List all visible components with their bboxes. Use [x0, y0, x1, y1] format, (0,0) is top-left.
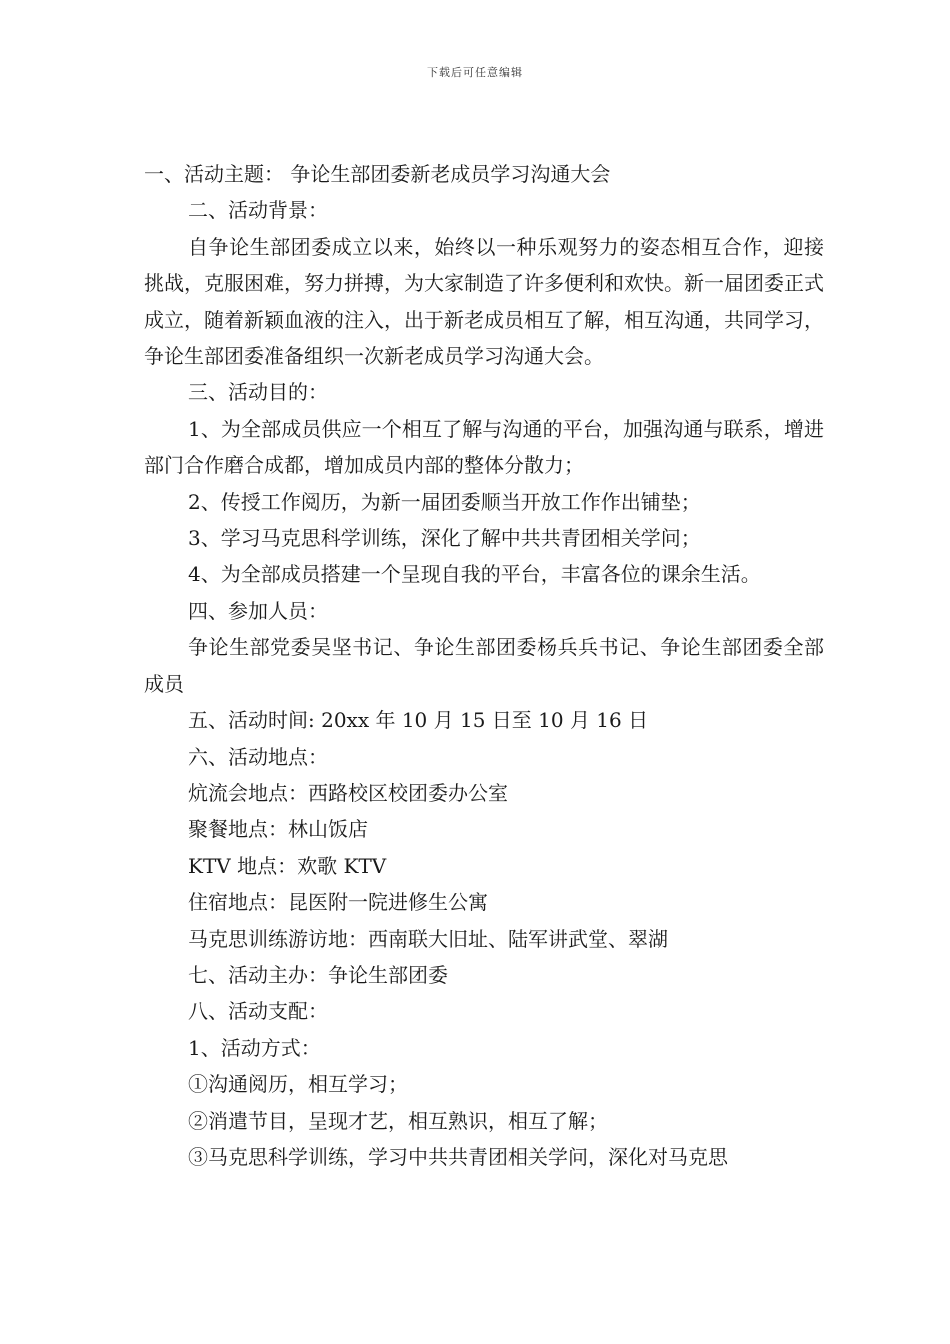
participants-paragraph: 争论生部党委吴坚书记、争论生部团委杨兵兵书记、争论生部团委全部成员	[144, 635, 824, 696]
section-6-heading: 六、活动地点：	[188, 744, 328, 769]
format-item-3: ③马克思科学训练，学习中共共青团相关学问，深化对马克思	[188, 1144, 728, 1169]
purpose-item-2: 2、传授工作阅历，为新一届团委顺当开放工作作出铺垫；	[188, 489, 701, 514]
location-dinner: 聚餐地点：林山饭店	[188, 817, 368, 842]
location-tour: 马克思训练游访地：西南联大旧址、陆军讲武堂、翠湖	[188, 926, 668, 951]
purpose-item-4: 4、为全部成员搭建一个呈现自我的平台，丰富各位的课余生活。	[188, 562, 761, 587]
section-3-heading: 三、活动目的：	[188, 380, 328, 405]
activity-format-heading: 1、活动方式：	[188, 1035, 321, 1060]
location-ktv: KTV 地点：欢歌 KTV	[188, 853, 387, 878]
section-2-heading: 二、活动背景：	[188, 198, 328, 223]
background-paragraph: 自争论生部团委成立以来，始终以一种乐观努力的姿态相互合作，迎接挑战，克服困难，努力拼搏，为大家制造了许多便利和欢快。新一届团委正式成立，随着新颖血液的注入，出于新老成员相互了解，相互沟通，共同学习，争论生部团委准备组织一次新老成员学习沟通大会。	[144, 234, 824, 369]
section-5-time: 五、活动时间: 20xx 年 10 月 15 日至 10 月 16 日	[188, 708, 649, 733]
purpose-item-3: 3、学习马克思科学训练，深化了解中共共青团相关学问；	[188, 526, 701, 551]
format-item-1: ①沟通阅历，相互学习；	[188, 1072, 408, 1097]
page-header-note: 下载后可任意编辑	[427, 66, 523, 79]
location-lodging: 住宿地点：昆医附一院进修生公寓	[188, 890, 488, 915]
section-8-heading: 八、活动支配：	[188, 999, 328, 1024]
format-item-2: ②消遣节目，呈现才艺，相互熟识，相互了解；	[188, 1108, 608, 1133]
section-7-organizer: 七、活动主办：争论生部团委	[188, 962, 448, 987]
section-4-heading: 四、参加人员：	[188, 598, 328, 623]
section-1-theme: 一、活动主题： 争论生部团委新老成员学习沟通大会	[144, 162, 611, 186]
document-body	[144, 156, 824, 1175]
location-meeting: 炕流会地点：西路校区校团委办公室	[188, 780, 508, 805]
purpose-item-1: 1、为全部成员供应一个相互了解与沟通的平台，加强沟通与联系，增进部门合作磨合成都，增加成员内部的整体分散力；	[144, 416, 824, 478]
